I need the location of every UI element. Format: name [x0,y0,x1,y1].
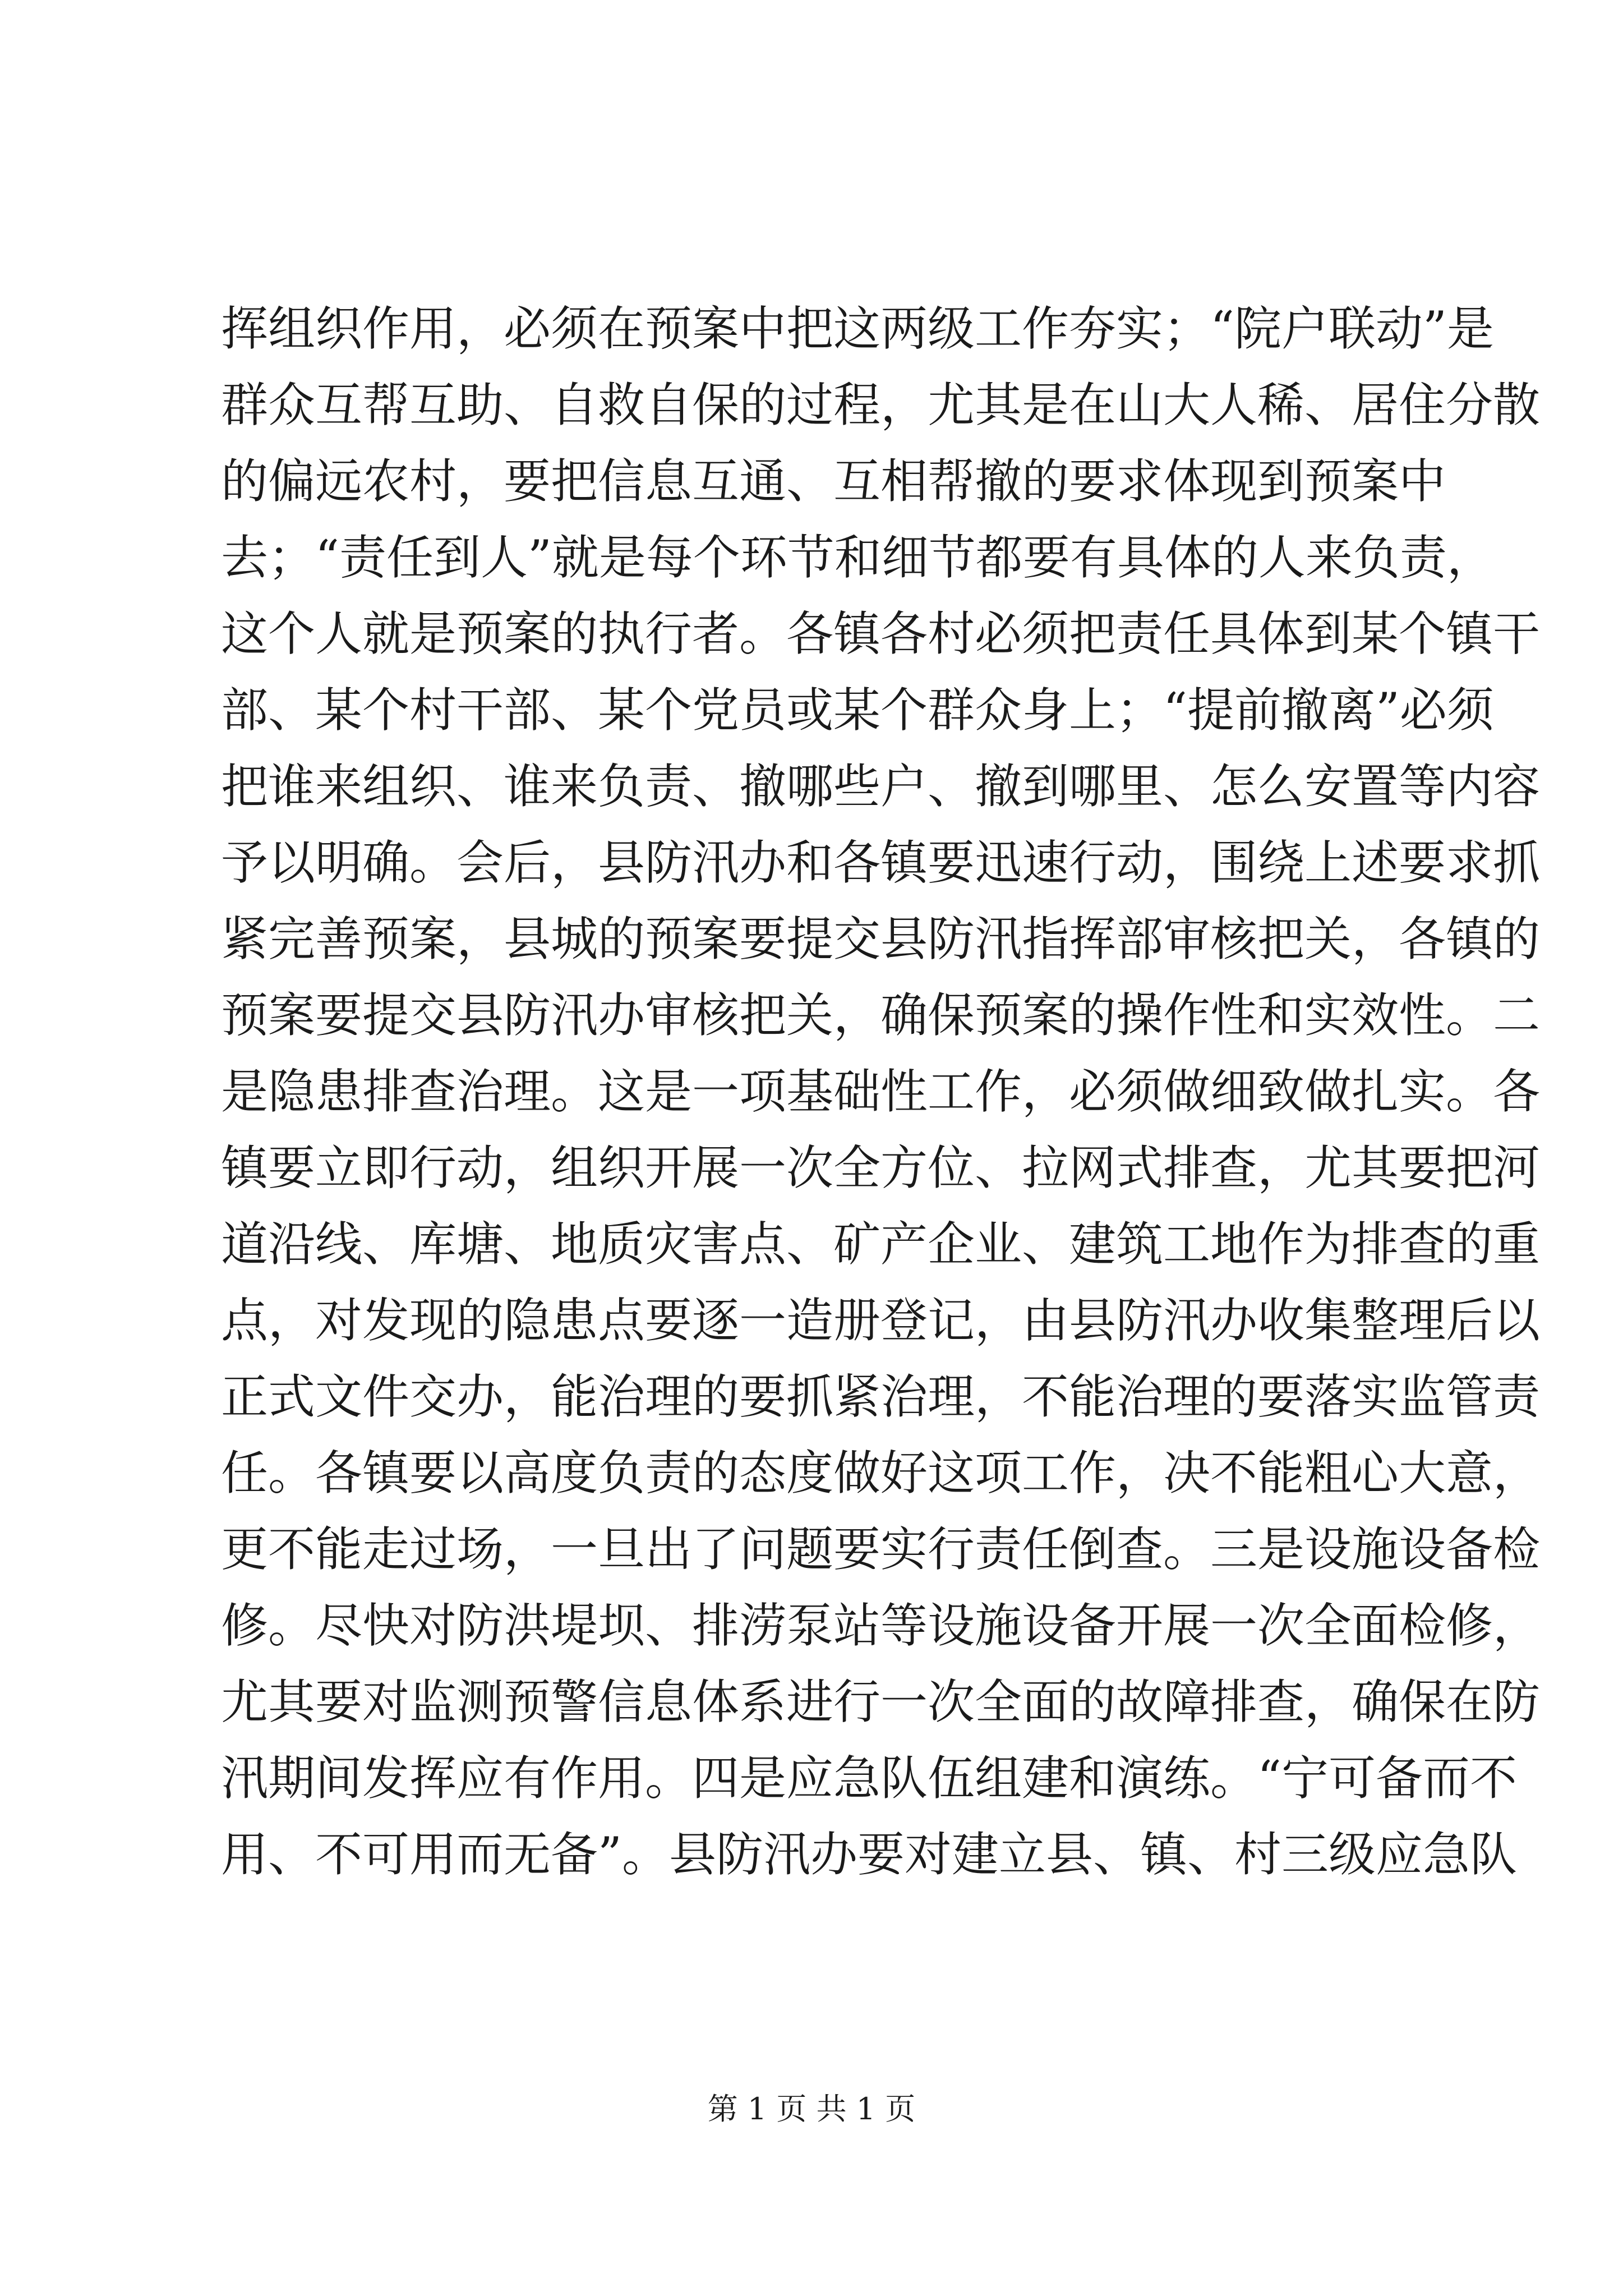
text-line: 汛期间发挥应有作用。四是应急队伍组建和演练。“宁可备而不 [221,1751,1517,1806]
text-line: 是隐患排查治理。这是一项基础性工作，必须做细致做扎实。各 [221,1064,1541,1119]
text-line: 用、不可用而无备”。县防汛办要对建立县、镇、村三级应急队 [221,1827,1517,1882]
text-line: 任。各镇要以高度负责的态度做好这项工作，决不能粗心大意， [221,1446,1541,1501]
text-line: 予以明确。会后，县防汛办和各镇要迅速行动，围绕上述要求抓 [221,835,1541,890]
text-line: 紧完善预案，县城的预案要提交县防汛指挥部审核把关，各镇的 [221,912,1541,967]
text-line: 更不能走过场，一旦出了问题要实行责任倒查。三是设施设备检 [221,1522,1541,1577]
body-text [221,291,1541,1893]
text-line: 点，对发现的隐患点要逐一造册登记，由县防汛办收集整理后以 [221,1293,1541,1348]
text-line: 去；“责任到人”就是每个环节和细节都要有具体的人来负责， [221,530,1494,585]
text-line: 修。尽快对防洪堤坝、排涝泵站等设施设备开展一次全面检修， [221,1598,1541,1653]
page-number-footer: 第 1 页 共 1 页 [707,2091,916,2127]
text-line: 这个人就是预案的执行者。各镇各村必须把责任具体到某个镇干 [221,606,1541,661]
text-line: 正式文件交办，能治理的要抓紧治理，不能治理的要落实监管责 [221,1369,1541,1424]
text-line: 尤其要对监测预警信息体系进行一次全面的故障排查，确保在防 [221,1674,1541,1729]
text-line: 把谁来组织、谁来负责、撤哪些户、撤到哪里、怎么安置等内容 [221,759,1541,814]
text-line: 挥组织作用，必须在预案中把这两级工作夯实；“院户联动”是 [221,301,1494,356]
text-line: 部、某个村干部、某个党员或某个群众身上；“提前撤离”必须 [221,683,1494,738]
text-line: 道沿线、库塘、地质灾害点、矿产企业、建筑工地作为排查的重 [221,1217,1541,1272]
text-line: 预案要提交县防汛办审核把关，确保预案的操作性和实效性。二 [221,988,1541,1043]
text-line: 的偏远农村，要把信息互通、互相帮撤的要求体现到预案中 [221,454,1446,509]
text-line: 群众互帮互助、自救自保的过程，尤其是在山大人稀、居住分散 [221,378,1541,432]
text-line: 镇要立即行动，组织开展一次全方位、拉网式排查，尤其要把河 [221,1140,1541,1195]
